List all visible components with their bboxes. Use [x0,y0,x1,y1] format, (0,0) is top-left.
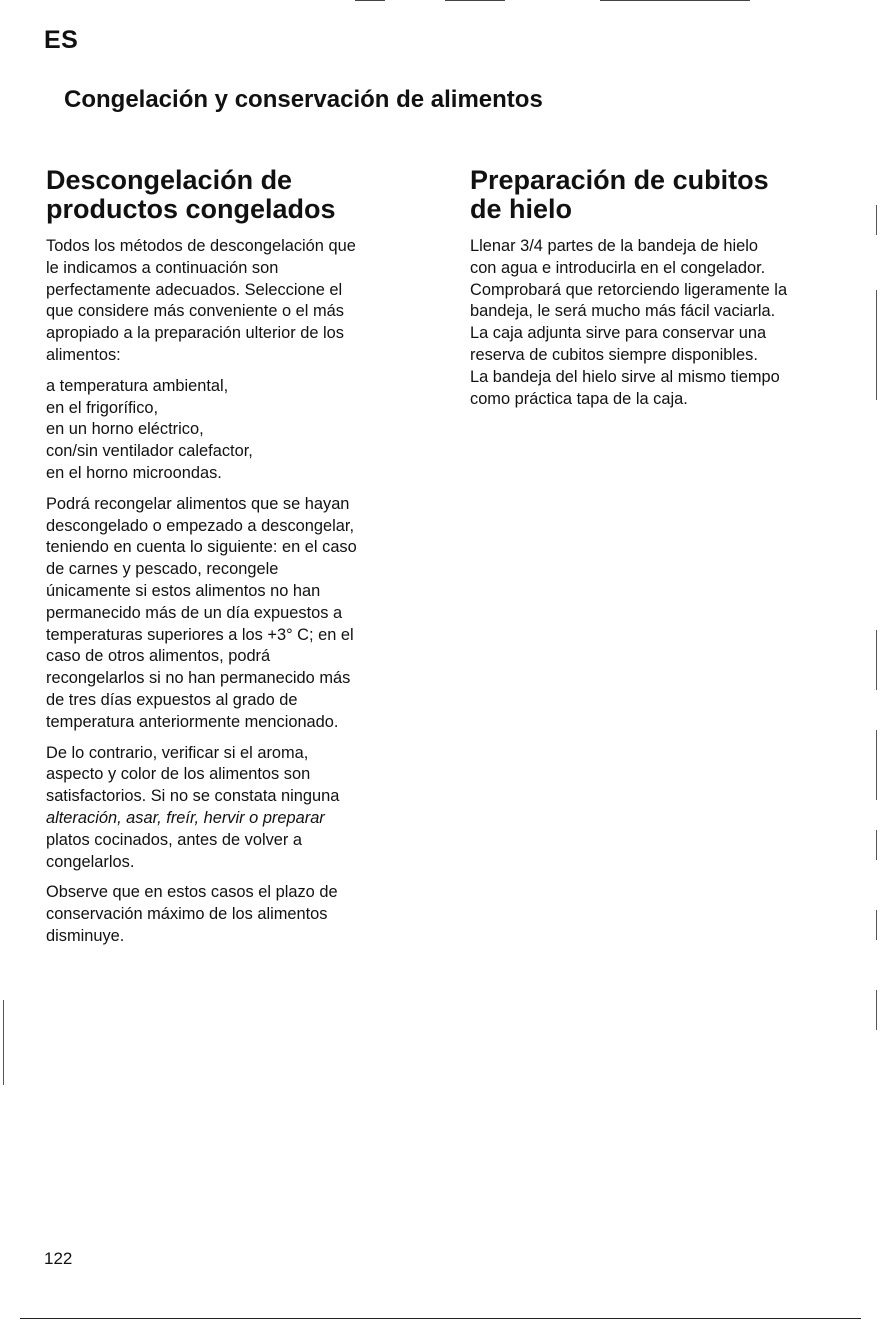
heading-line: productos congelados [46,194,336,224]
text-line: disminuye. [46,926,125,945]
text-line: únicamente si estos alimentos no han [46,581,321,600]
paragraph-plazo [46,882,426,947]
scan-edge-mark [876,205,877,235]
heading-cubitos [470,166,860,224]
text-line: congelarlos. [46,852,135,871]
list-item: con/sin ventilador calefactor, [46,442,253,461]
right-column [470,166,860,410]
text-line: conservación máximo de los alimentos [46,905,328,924]
scan-mark-top [355,0,385,1]
list-item: en un horno eléctrico, [46,420,204,439]
text-line: como práctica tapa de la caja. [470,389,688,408]
text-line: recongelarlos si no han permanecido más [46,669,351,688]
paragraph-recongelar [46,494,426,734]
scan-edge-mark [876,830,877,860]
text-line: bandeja, le será mucho más fácil vaciarla. [470,302,776,321]
text-line: teniendo en cuenta lo siguiente: en el caso [46,538,357,557]
text-line: con agua e introducirla en el congelador. [470,258,766,277]
italic-text-line: alteración, asar, freír, hervir o preparar [46,808,325,827]
paragraph-lista-metodos [46,376,426,485]
text-line: Observe que en estos casos el plazo de [46,883,338,902]
language-code: ES [44,26,79,54]
page-number: 122 [44,1249,73,1268]
heading-line: de hielo [470,194,573,224]
text-line: de tres días expuestos al grado de [46,690,298,709]
paragraph-metodos [46,236,426,367]
text-line: La bandeja del hielo sirve al mismo tiempo [470,367,780,386]
text-line: alimentos: [46,345,121,364]
text-line: Comprobará que retorciendo ligeramente la [470,280,788,299]
scan-edge-mark [876,730,877,800]
text-line: De lo contrario, verificar si el aroma, [46,743,309,762]
text-line: caso de otros alimentos, podrá [46,647,271,666]
scan-mark-top [600,0,750,1]
text-line: descongelado o empezado a descongelar, [46,516,355,535]
scan-edge-mark [876,990,877,1030]
paragraph-cubitos [470,236,860,410]
scan-edge-mark [876,630,877,690]
text-line: aspecto y color de los alimentos son [46,765,311,784]
text-line: permanecido más de un día expuestos a [46,603,343,622]
text-line: La caja adjunta sirve para conservar una [470,324,767,343]
text-line: Todos los métodos de descongelación que [46,237,356,255]
bottom-rule [20,1318,861,1319]
paragraph-verificar [46,743,426,874]
text-line: temperatura anteriormente mencionado. [46,712,339,731]
left-column [46,166,426,957]
text-line: le indicamos a continuación son [46,258,279,277]
text-line: que considere más conveniente o el más [46,302,344,321]
scan-edge-mark [876,290,877,400]
heading-descongelacion [46,166,426,224]
heading-line: Preparación de cubitos [470,165,769,195]
text-line: de carnes y pescado, recongele [46,560,279,579]
heading-line: Descongelación de [46,165,293,195]
text-line: Llenar 3/4 partes de la bandeja de hielo [470,237,758,255]
text-line: platos cocinados, antes de volver a [46,830,303,849]
list-item: en el frigorífico, [46,398,159,417]
text-line: apropiado a la preparación ulterior de los [46,324,344,343]
text-line: satisfactorios. Si no se constata ninguna [46,787,340,806]
text-line: Podrá recongelar alimentos que se hayan [46,494,350,513]
scan-mark-top [445,0,505,1]
section-title: Congelación y conservación de alimentos [64,86,543,113]
scan-edge-mark [3,1000,4,1085]
text-line: perfectamente adecuados. Seleccione el [46,280,343,299]
list-item: en el horno microondas. [46,463,222,482]
text-line: reserva de cubitos siempre disponibles. [470,345,758,364]
scan-edge-mark [876,910,877,940]
list-item: a temperatura ambiental, [46,376,229,395]
text-line: temperaturas superiores a los +3° C; en el [46,625,354,644]
